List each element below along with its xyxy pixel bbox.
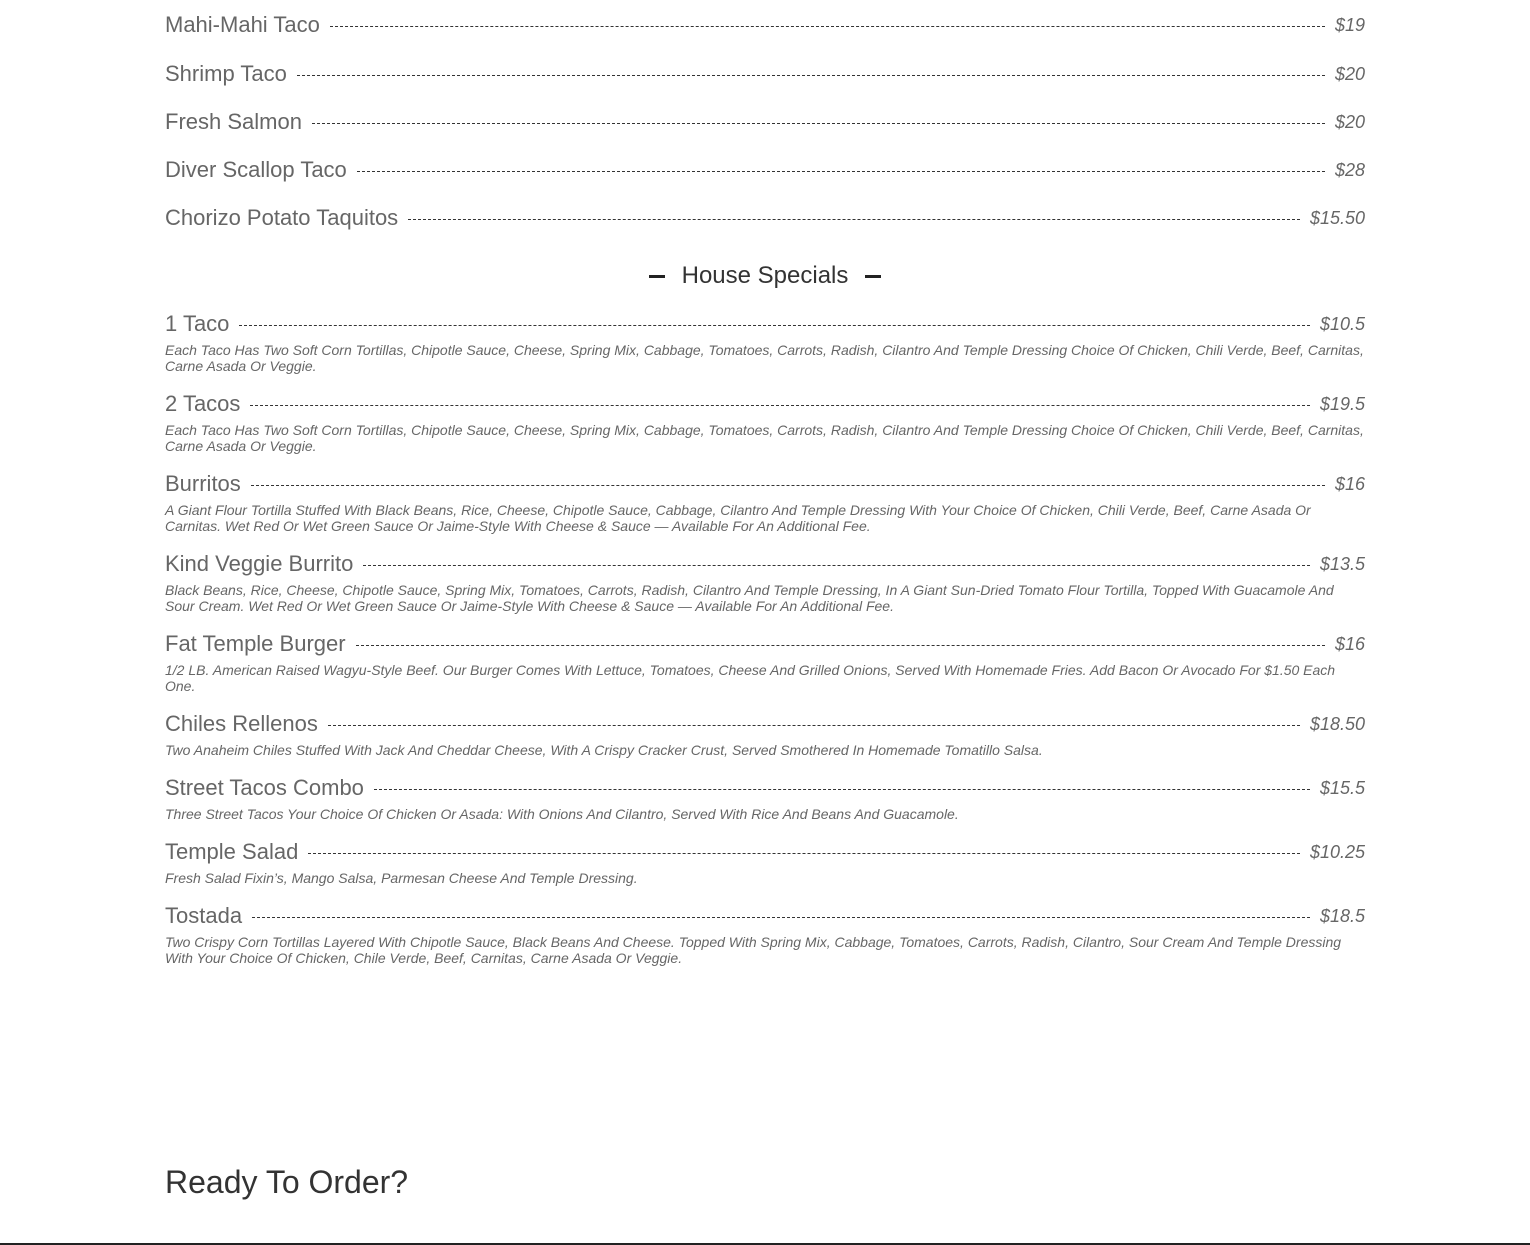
dotted-leader — [239, 325, 1310, 326]
dotted-leader — [328, 725, 1300, 726]
dotted-leader — [251, 485, 1325, 486]
heading-dash-right — [865, 275, 881, 278]
menu-item-price: $16 — [1334, 634, 1365, 654]
menu-item — [165, 904, 1365, 966]
menu-item-description: Each Taco Has Two Soft Corn Tortillas, Chipotle Sauce, Cheese, Spring Mix, Cabbage, Tomatoes, Carrots, Radish, Cilantro And Temple Dressing Choice Of Chicken, Chili Verde, Beef, Carnitas, Carne Asada Or Veggie. — [165, 422, 1364, 454]
dotted-leader — [308, 853, 1300, 854]
menu-item-description: Black Beans, Rice, Cheese, Chipotle Sauce, Spring Mix, Tomatoes, Carrots, Radish, Cilantro And Temple Dressing, In A Giant Sun-Dried Tomato Flour Tortilla, Topped With Guacamole And Sour Cream. Wet Red Or Wet Green Sauce Or Jaime-Style With Cheese & Sauce — Available For An Additional Fee. — [165, 582, 1334, 614]
menu-item-price: $19 — [1334, 15, 1365, 35]
menu-item-price: $18.50 — [1309, 714, 1365, 734]
dotted-leader — [250, 405, 1310, 406]
dotted-leader — [312, 123, 1325, 124]
dotted-leader — [408, 219, 1300, 220]
menu-item — [165, 632, 1365, 694]
menu-item-price: $15.50 — [1309, 208, 1365, 228]
section-heading-house-specials — [0, 258, 1530, 294]
menu-item-name: 1 Taco — [165, 311, 230, 336]
menu-item-description: 1/2 LB. American Raised Wagyu-Style Beef. Our Burger Comes With Lettuce, Tomatoes, Cheese And Grilled Onions, Served With Homemade Fries. Add Bacon Or Avocado For $1.50 Each One. — [165, 662, 1336, 694]
menu-item-name: Tostada — [165, 903, 243, 928]
dotted-leader — [357, 171, 1325, 172]
menu-item-price: $16 — [1334, 474, 1365, 494]
menu-item — [165, 840, 1365, 886]
menu-item-price: $28 — [1334, 160, 1365, 180]
menu-item-name: 2 Tacos — [165, 391, 241, 416]
dotted-leader — [330, 26, 1325, 27]
menu-item-price: $20 — [1334, 112, 1365, 132]
menu-item — [165, 392, 1365, 454]
menu-item-name: Street Tacos Combo — [165, 775, 364, 800]
menu-item-name: Mahi-Mahi Taco — [165, 12, 320, 37]
heading-dash-left — [649, 275, 665, 278]
menu-item-name: Temple Salad — [165, 839, 299, 864]
dotted-leader — [356, 645, 1325, 646]
menu-item-name: Diver Scallop Taco — [165, 157, 347, 182]
menu-item — [165, 50, 1365, 98]
menu-item — [165, 194, 1365, 242]
menu-item-name: Shrimp Taco — [165, 61, 287, 86]
menu-item-description: Each Taco Has Two Soft Corn Tortillas, Chipotle Sauce, Cheese, Spring Mix, Cabbage, Tomatoes, Carrots, Radish, Cilantro And Temple Dressing Choice Of Chicken, Chili Verde, Beef, Carnitas, Carne Asada Or Veggie. — [165, 342, 1364, 374]
menu-item-description: Two Crispy Corn Tortillas Layered With Chipotle Sauce, Black Beans And Cheese. Topped With Spring Mix, Cabbage, Tomatoes, Carrots, Radish, Cilantro, Sour Cream And Temple Dressing With Your Choice Of Chicken, Chile Verde, Beef, Carnitas, Carne Asada Or Veggie. — [165, 934, 1342, 966]
menu-item-description: Fresh Salad Fixin’s, Mango Salsa, Parmesan Cheese And Temple Dressing. — [165, 870, 638, 886]
menu-item-price: $20 — [1334, 64, 1365, 84]
menu-item-name: Fat Temple Burger — [165, 631, 346, 656]
menu-item-price: $10.25 — [1309, 842, 1365, 862]
menu-item-name: Burritos — [165, 471, 241, 496]
dotted-leader — [252, 917, 1310, 918]
menu-item-description: Two Anaheim Chiles Stuffed With Jack And Cheddar Cheese, With A Crispy Cracker Crust, Served Smothered In Homemade Tomatillo Salsa. — [165, 742, 1043, 758]
menu-item-description: A Giant Flour Tortilla Stuffed With Black Beans, Rice, Cheese, Chipotle Sauce, Cabbage, Cilantro And Temple Dressing With Your Choice Of Chicken, Chili Verde, Beef, Carne Asada Or Carnitas. Wet Red Or Wet Green Sauce Or Jaime-Style With Cheese & Sauce — Available For An Additional Fee. — [165, 502, 1311, 534]
menu-item-price: $10.5 — [1319, 314, 1365, 334]
menu-item-name: Kind Veggie Burrito — [165, 551, 354, 576]
menu-item-name: Chorizo Potato Taquitos — [165, 205, 399, 230]
menu-item-name: Chiles Rellenos — [165, 711, 318, 736]
menu-item — [165, 712, 1365, 758]
menu-item-price: $13.5 — [1319, 554, 1365, 574]
menu-item-name: Fresh Salmon — [165, 109, 302, 134]
menu-item — [165, 0, 1365, 50]
ready-to-order-heading: Ready To Order? — [165, 1164, 409, 1200]
menu-item-description: Three Street Tacos Your Choice Of Chicken Or Asada: With Onions And Cilantro, Served With Rice And Beans And Guacamole. — [165, 806, 959, 822]
section-heading-text: House Specials — [681, 262, 849, 289]
menu-item-price: $19.5 — [1319, 394, 1365, 414]
menu-item — [165, 776, 1365, 822]
menu-item — [165, 312, 1365, 374]
dotted-leader — [297, 75, 1325, 76]
menu-item — [165, 146, 1365, 194]
dotted-leader — [374, 789, 1310, 790]
menu-top-list — [165, 0, 1365, 242]
dotted-leader — [363, 565, 1310, 566]
menu-item-price: $15.5 — [1319, 778, 1365, 798]
menu-item — [165, 98, 1365, 146]
menu-item — [165, 552, 1365, 614]
menu-item — [165, 472, 1365, 534]
menu-item-price: $18.5 — [1319, 906, 1365, 926]
